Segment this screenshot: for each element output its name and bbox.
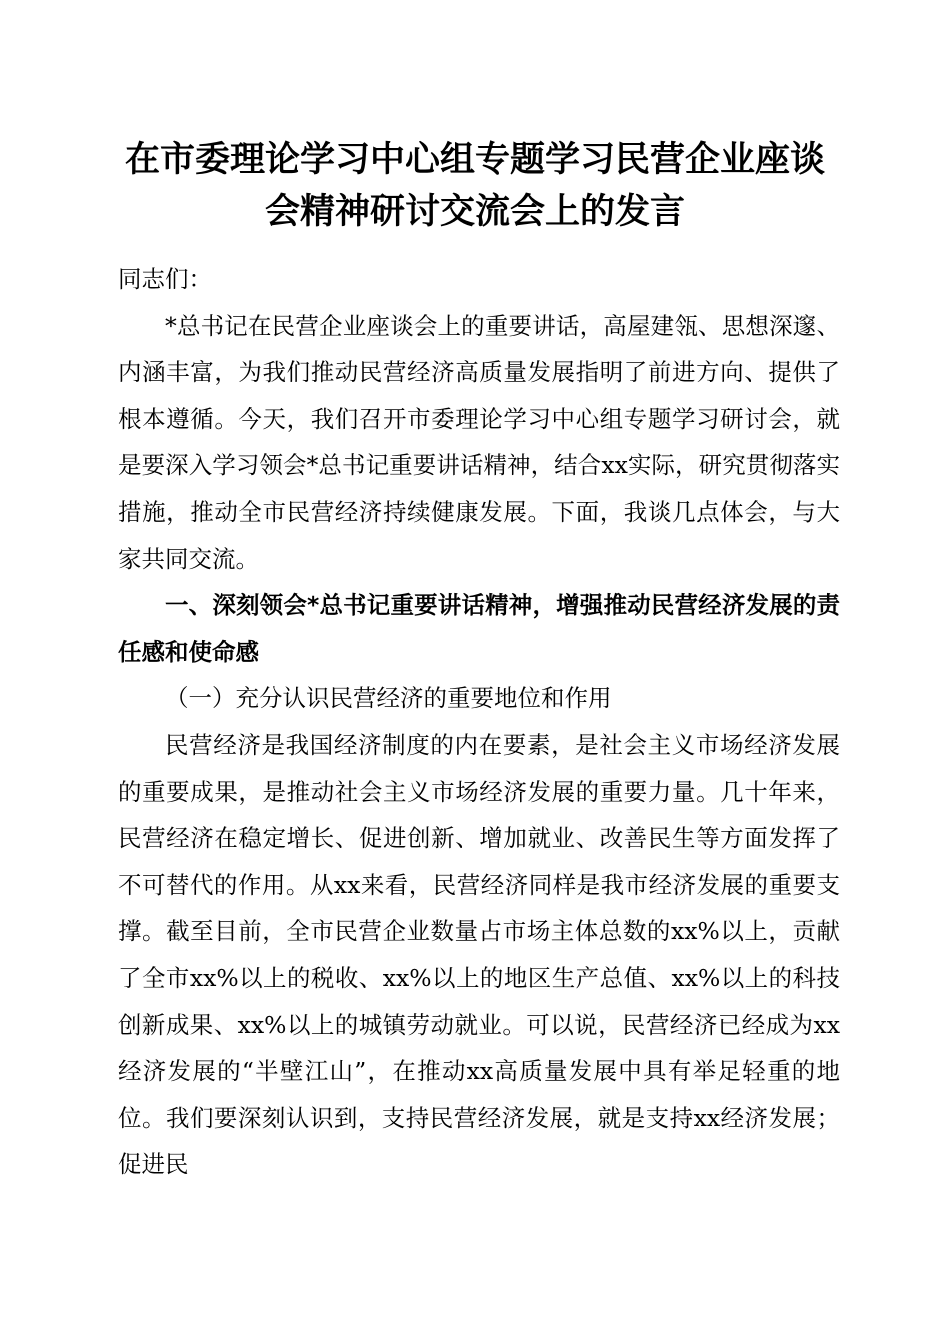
paragraph-intro: *总书记在民营企业座谈会上的重要讲话，高屋建瓴、思想深邃、内涵丰富，为我们推动民营经济高质量发展指明了前进方向、提供了根本遵循。今天，我们召开市委理论学习中心组专题学习研讨会，就是要深入学习领会*总书记重要讲话精神，结合xx实际，研究贯彻落实措施，推动全市民营经济持续健康发展。下面，我谈几点体会，与大家共同交流。 bbox=[118, 311, 840, 573]
document-body bbox=[118, 256, 840, 1188]
paragraph-private-economy: 民营经济是我国经济制度的内在要素，是社会主义市场经济发展的重要成果，是推动社会主义市场经济发展的重要力量。几十年来，民营经济在稳定增长、促进创新、增加就业、改善民生等方面发挥了不可替代的作用。从xx来看，民营经济同样是我市经济发展的重要支撑。截至目前，全市民营企业数量占市场主体总数的xx%以上，贡献了全市xx%以上的税收、xx%以上的地区生产总值、xx%以上的科技创新成果、xx%以上的城镇劳动就业。可以说，民营经济已经成为xx经济发展的“半壁江山”，在推动xx高质量发展中具有举足轻重的地位。我们要深刻认识到，支持民营经济发展，就是支持xx经济发展；促进民 bbox=[118, 730, 840, 1179]
document-title: 在市委理论学习中心组专题学习民营企业座谈会精神研讨交流会上的发言 bbox=[124, 139, 825, 232]
greeting: 同志们： bbox=[118, 265, 212, 293]
section-heading-1: 一、深刻领会*总书记重要讲话精神，增强推动民营经济发展的责任感和使命感 bbox=[118, 591, 840, 666]
subsection-heading-1-1: （一）充分认识民营经济的重要地位和作用 bbox=[165, 684, 612, 713]
